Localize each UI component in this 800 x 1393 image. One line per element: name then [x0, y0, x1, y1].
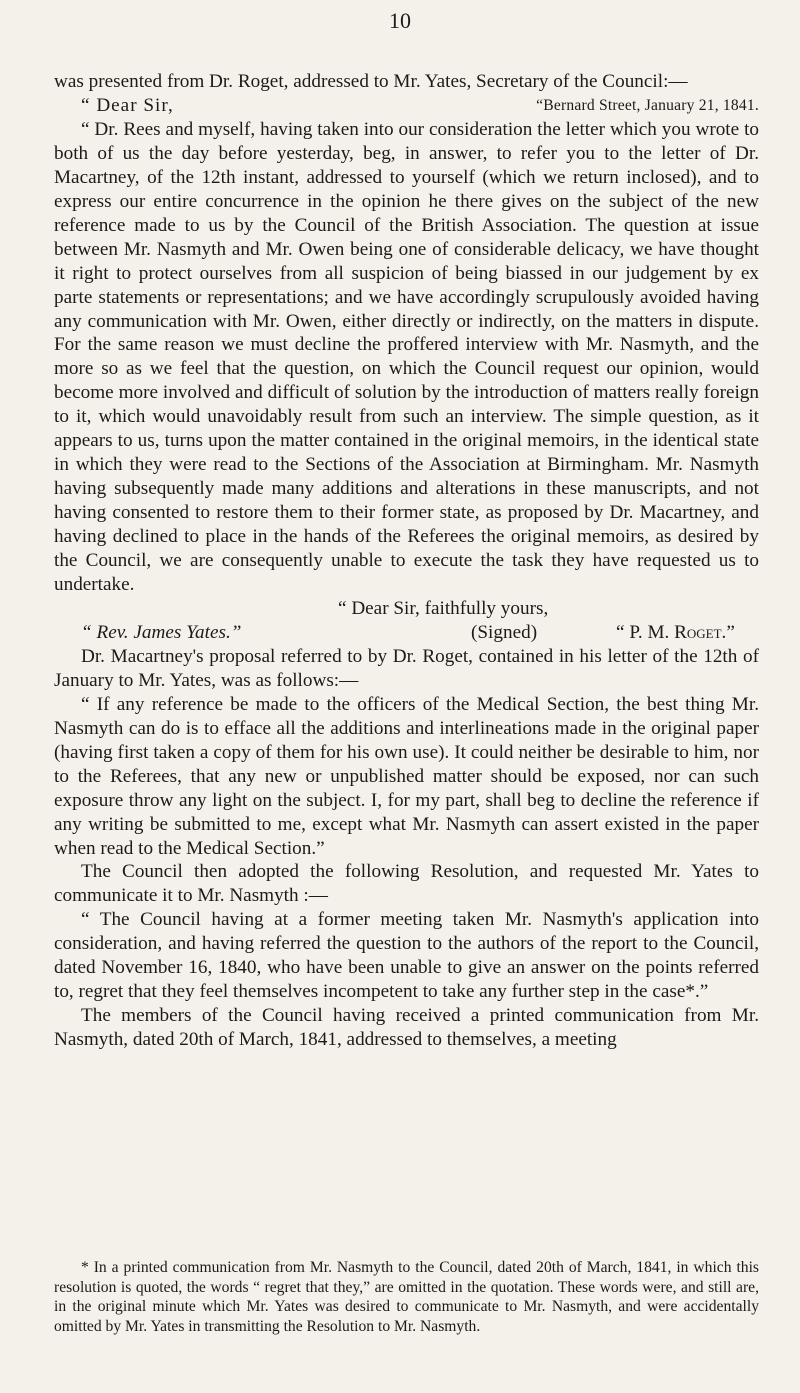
letter-closing: “ Dear Sir, faithfully yours, — [338, 597, 549, 619]
footnote-text: * In a printed communication from Mr. Nasmyth to the Council, dated 20th of March, 1841, in which this resolution is quoted, the words “ regret that they,” are omitted in the quotation. These words were, and still are, in the original minute which Mr. Yates was desired to communicate to Mr. Nasmyth, and were accidentally omitted by Mr. Yates in transmitting the Resolution to Mr. Nasmyth. — [54, 1259, 759, 1335]
letter-dateline: “Bernard Street, January 21, 1841. — [536, 96, 759, 114]
intro-paragraph: was presented from Dr. Roget, addressed to Mr. Yates, Secretary of the Council:— — [54, 71, 688, 92]
roget-letter-body: “ Dr. Rees and myself, having taken into our consideration the letter which you wrote to both of us the day before yesterday, beg, in answer, to refer you to the letter of Dr. Macartney, of the 12th instant, addressed to yourself (which we return inclosed), and to express our entire concurrence in the opinion he there gives on the subject of the new reference made to us by the Council of the British Association. The question at issue between Mr. Nasmyth and Mr. Owen being one of considerable delicacy, we have thought it right to protect ourselves from all suspicion of being biassed in our judgement by ex parte statements or representations; and we have accordingly scrupulously avoided having any communication with Mr. Owen, either directly or indirectly, on the matters in dispute. For the same reason we must decline the proffered interview with Mr. Nasmyth, and the more so as we feel that the question, on which the Council request our opinion, would become more involved and difficult of solution by the introduction of matters really foreign to it, which would unavoidably result from such an interview. The simple question, as it appears to us, turns upon the matter contained in the original memoirs, in the identical state in which they were read to the Sections of the Association at Birmingham. Mr. Nasmyth having subsequently made many additions and alterations in these manuscripts, and not having consented to restore them to their former state, as proposed by Dr. Macartney, and having declined to place in the hands of the Referees the original memoirs, as desired by the Council, we are consequently unable to execute the task they have requested us to undertake. — [54, 118, 759, 596]
members-paragraph: The members of the Council having received a printed communication from Mr. Nasmyth, dated 20th of March, 1841, addressed to themselves, a meeting — [54, 1005, 759, 1051]
letter-salutation: “ Dear Sir, — [81, 94, 174, 116]
letter-addressee: “ Rev. James Yates.” — [81, 621, 242, 643]
signature-row — [54, 621, 759, 645]
macartney-paragraph: Dr. Macartney's proposal referred to by Dr. Roget, contained in his letter of the 12th of January to Mr. Yates, was as follows:— — [54, 645, 759, 691]
council-paragraph: The Council then adopted the following Resolution, and requested Mr. Yates to communicate it to Mr. Nasmyth :— — [54, 861, 759, 907]
letter-heading — [54, 94, 759, 118]
signed-label: (Signed) — [471, 621, 538, 643]
page-body — [54, 70, 759, 1052]
letter-signature: “ P. M. Roget.” — [616, 621, 735, 643]
page-number: 10 — [389, 8, 411, 33]
council-resolution: “ The Council having at a former meeting taken Mr. Nasmyth's application into consideration, and having referred the question to the authors of the report to the Council, dated November 16, 1840, who have been unable to give an answer on the points referred to, regret that they feel themselves incompetent to take any further step in the case*.” — [54, 909, 759, 1003]
macartney-quote: “ If any reference be made to the officers of the Medical Section, the best thing Mr. Nasmyth can do is to efface all the additions and interlineations made in the original paper (having first taken a copy of them for his own use). It could neither be desirable to him, nor to the Referees, that any new or unpublished matter should be exposed, nor can such exposure throw any light on the subject. I, for my part, shall beg to decline the reference if any writing be submitted to me, except what Mr. Nasmyth can assert existed in the paper when read to the Medical Section.” — [54, 693, 759, 859]
footnote — [54, 1258, 759, 1336]
